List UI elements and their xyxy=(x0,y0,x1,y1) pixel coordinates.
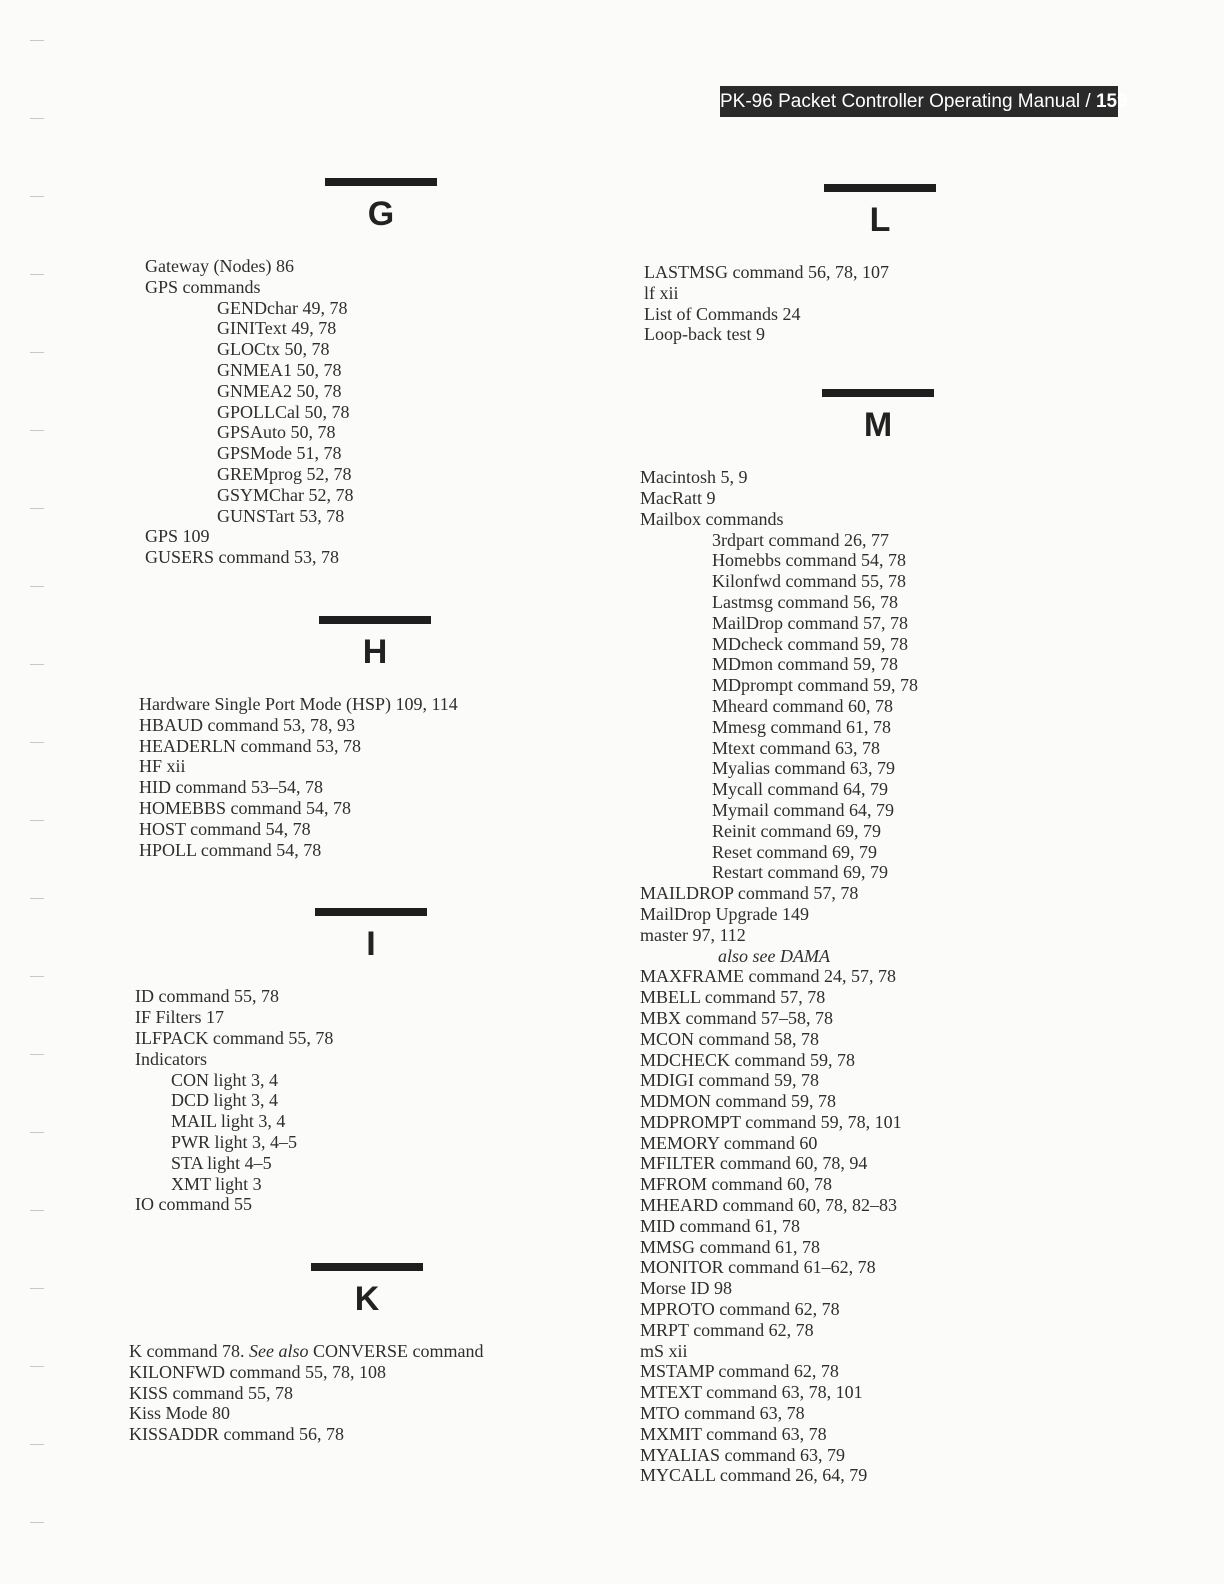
section-rule xyxy=(824,184,936,192)
section-rule xyxy=(319,616,431,624)
index-entry: Indicators xyxy=(135,1048,207,1069)
section-letter: I xyxy=(366,925,376,964)
index-entry: MacRatt 9 xyxy=(640,487,716,508)
margin-ticks xyxy=(30,30,50,1530)
index-subentry: Mheard command 60, 78 xyxy=(712,695,893,716)
section-letter: M xyxy=(863,406,893,445)
section-letter: G xyxy=(367,195,395,233)
index-entry: List of Commands 24 xyxy=(644,303,801,324)
index-entry: MYALIAS command 63, 79 xyxy=(640,1444,845,1465)
index-subentry: Reset command 69, 79 xyxy=(712,841,877,862)
index-subentry: DCD light 3, 4 xyxy=(171,1090,279,1111)
index-entry: GPS commands xyxy=(145,276,261,297)
index-entry: MAILDROP command 57, 78 xyxy=(640,883,859,904)
see-also-label: See also xyxy=(248,1341,309,1362)
index-entry: MRPT command 62, 78 xyxy=(640,1319,814,1340)
index-entry: HBAUD command 53, 78, 93 xyxy=(139,714,355,735)
index-entry: KISS command 55, 78 xyxy=(129,1382,293,1403)
index-entry: HEADERLN command 53, 78 xyxy=(139,735,361,756)
index-entry: MDCHECK command 59, 78 xyxy=(640,1049,855,1070)
index-subentry: Mycall command 64, 79 xyxy=(712,779,888,800)
index-entry: MPROTO command 62, 78 xyxy=(640,1299,840,1320)
index-entry: GPS 109 xyxy=(145,526,210,547)
see-also-subentry: also see DAMA xyxy=(718,945,830,966)
section-heading xyxy=(125,908,595,978)
index-subentry: Lastmsg command 56, 78 xyxy=(712,591,898,612)
index-entry: MAXFRAME command 24, 57, 78 xyxy=(640,966,896,987)
section-l xyxy=(626,184,1096,345)
index-subentry: MDcheck command 59, 78 xyxy=(712,633,908,654)
index-subentry: GREMprog 52, 78 xyxy=(217,463,352,484)
index-subentry: Reinit command 69, 79 xyxy=(712,820,881,841)
index-entry: MTO command 63, 78 xyxy=(640,1403,805,1424)
index-entry: Mailbox commands xyxy=(640,508,784,529)
index-entry: IO command 55 xyxy=(135,1194,252,1215)
index-entry: MCON command 58, 78 xyxy=(640,1028,819,1049)
section-rule xyxy=(315,908,427,916)
index-subentry: Restart command 69, 79 xyxy=(712,862,888,883)
index-entry: Loop-back test 9 xyxy=(644,324,765,345)
index-entry: MYCALL command 26, 64, 79 xyxy=(640,1465,868,1486)
index-entry: MBX command 57–58, 78 xyxy=(640,1007,833,1028)
section-heading xyxy=(626,389,1096,459)
section-i xyxy=(125,908,595,1215)
index-subentry: GPOLLCal 50, 78 xyxy=(217,401,350,422)
section-heading xyxy=(125,1263,595,1333)
index-subentry: MailDrop command 57, 78 xyxy=(712,612,908,633)
section-g xyxy=(125,178,595,568)
entry-text: K command 78. xyxy=(129,1341,245,1362)
index-entry: LASTMSG command 56, 78, 107 xyxy=(644,262,889,282)
index-entry: Morse ID 98 xyxy=(640,1278,732,1299)
index-subentry: XMT light 3 xyxy=(171,1173,262,1194)
index-entry: Gateway (Nodes) 86 xyxy=(145,256,294,276)
index-subentry: MDmon command 59, 78 xyxy=(712,654,898,675)
index-subentry: Myalias command 63, 79 xyxy=(712,758,895,779)
index-entry: master 97, 112 xyxy=(640,924,746,945)
index-subentry: MDprompt command 59, 78 xyxy=(712,675,918,696)
index-subentry: Mmesg command 61, 78 xyxy=(712,716,891,737)
index-subentry: MAIL light 3, 4 xyxy=(171,1111,286,1132)
index-entry: MID command 61, 78 xyxy=(640,1215,800,1236)
index-entry: MONITOR command 61–62, 78 xyxy=(640,1257,876,1278)
index-entry: MFILTER command 60, 78, 94 xyxy=(640,1153,868,1174)
index-entry: MDIGI command 59, 78 xyxy=(640,1070,819,1091)
index-subentry: GUNSTart 53, 78 xyxy=(217,505,345,526)
index-subentry: GNMEA2 50, 78 xyxy=(217,380,342,401)
index-column-right xyxy=(626,184,1096,1486)
index-entry: MBELL command 57, 78 xyxy=(640,987,826,1008)
index-entry: MHEARD command 60, 78, 82–83 xyxy=(640,1195,897,1216)
index-column-left xyxy=(125,178,595,1445)
index-subentry: Mymail command 64, 79 xyxy=(712,799,894,820)
section-m xyxy=(626,389,1096,1486)
index-entry: MMSG command 61, 78 xyxy=(640,1236,820,1257)
index-entry: HOST command 54, 78 xyxy=(139,818,311,839)
index-entry: MailDrop Upgrade 149 xyxy=(640,903,809,924)
index-entry: lf xii xyxy=(644,282,679,303)
index-subentry: Kilonfwd command 55, 78 xyxy=(712,571,906,592)
header-title: PK-96 Packet Controller Operating Manual / xyxy=(720,91,1091,112)
index-entry: MXMIT command 63, 78 xyxy=(640,1423,827,1444)
index-subentry: GINIText 49, 78 xyxy=(217,318,337,339)
index-entry: MTEXT command 63, 78, 101 xyxy=(640,1382,863,1403)
index-subentry: GSYMChar 52, 78 xyxy=(217,484,354,505)
index-subentry: GNMEA1 50, 78 xyxy=(217,359,342,380)
index-entry: MFROM command 60, 78 xyxy=(640,1174,833,1195)
index-entry: HOMEBBS command 54, 78 xyxy=(139,797,352,818)
index-entry: Hardware Single Port Mode (HSP) 109, 114 xyxy=(139,693,458,714)
index-subentry: STA light 4–5 xyxy=(171,1152,272,1173)
index-entry: HPOLL command 54, 78 xyxy=(139,839,322,860)
index-entry: ID command 55, 78 xyxy=(135,986,279,1007)
index-entry: MEMORY command 60 xyxy=(640,1132,818,1153)
section-heading xyxy=(125,616,595,686)
index-entry: MDMON command 59, 78 xyxy=(640,1091,836,1112)
index-entry: HF xii xyxy=(139,756,186,777)
section-k xyxy=(125,1263,595,1445)
index-subentry: Homebbs command 54, 78 xyxy=(712,550,906,571)
index-entry: HID command 53–54, 78 xyxy=(139,777,323,798)
entry-text: CONVERSE command xyxy=(312,1341,484,1362)
index-entry: Kiss Mode 80 xyxy=(129,1403,231,1424)
section-letter: K xyxy=(354,1280,380,1319)
section-h xyxy=(125,616,595,860)
index-subentry: GPSAuto 50, 78 xyxy=(217,422,336,443)
section-heading xyxy=(125,178,595,248)
index-entry: MDPROMPT command 59, 78, 101 xyxy=(640,1111,902,1132)
page-header xyxy=(720,86,1128,117)
index-subentry: GPSMode 51, 78 xyxy=(217,443,342,464)
index-entry: GUSERS command 53, 78 xyxy=(145,547,340,568)
section-heading xyxy=(626,184,1096,254)
index-entry: ILFPACK command 55, 78 xyxy=(135,1027,334,1048)
page-number: 159 xyxy=(1095,91,1128,112)
index-entry: MSTAMP command 62, 78 xyxy=(640,1361,839,1382)
section-letter: H xyxy=(362,632,388,671)
index-entry xyxy=(129,1341,595,1362)
index-entry: KILONFWD command 55, 78, 108 xyxy=(129,1361,386,1382)
index-subentry: PWR light 3, 4–5 xyxy=(171,1131,298,1152)
index-subentry: 3rdpart command 26, 77 xyxy=(712,529,889,550)
index-entry: IF Filters 17 xyxy=(135,1007,225,1028)
index-subentry: Mtext command 63, 78 xyxy=(712,737,880,758)
index-entry: mS xii xyxy=(640,1340,688,1361)
section-rule xyxy=(822,389,934,397)
section-rule xyxy=(325,178,437,186)
section-rule xyxy=(311,1263,423,1271)
index-entry: Macintosh 5, 9 xyxy=(640,467,748,488)
section-letter: L xyxy=(869,201,891,239)
index-entry: KISSADDR command 56, 78 xyxy=(129,1424,344,1445)
index-subentry: GLOCtx 50, 78 xyxy=(217,339,330,360)
index-subentry: CON light 3, 4 xyxy=(171,1069,279,1090)
index-subentry: GENDchar 49, 78 xyxy=(217,297,348,318)
